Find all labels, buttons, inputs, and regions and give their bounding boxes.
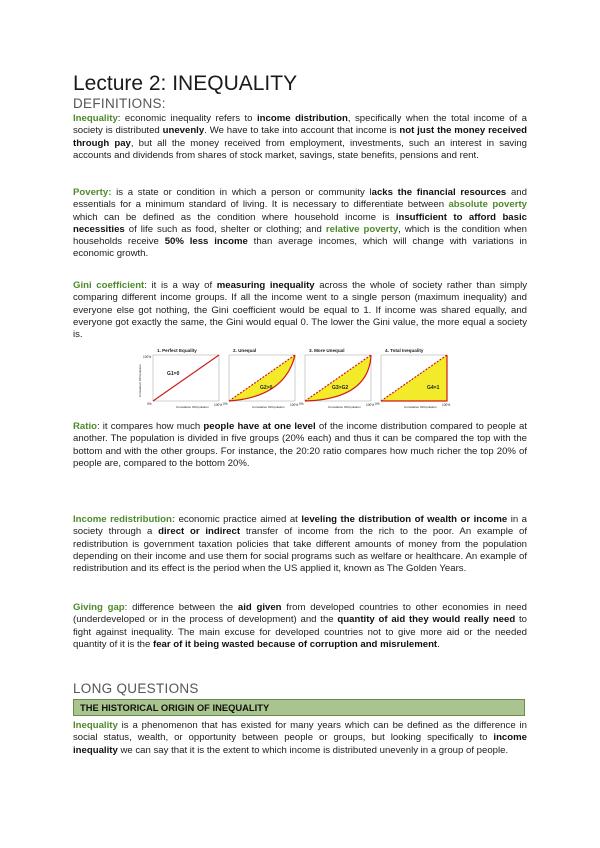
x-axis-label: Cumulative %Population <box>404 405 437 409</box>
long-questions-heading: LONG QUESTIONS <box>73 681 199 696</box>
gini-label: G1=0 <box>167 371 180 377</box>
axis-tick: 0% <box>223 402 228 406</box>
lorenz-panel <box>381 355 447 401</box>
axis-tick: 0% <box>299 402 304 406</box>
lorenz-panel <box>153 355 219 401</box>
inequality-long-answer: Inequality is a phenomenon that has existed for many years which can be defined as the difference in social status, wealth, or opportunity between people or groups, but looking specifically to income inequality we can say that it is the extent to which income is distributed unevenly in a group of people. <box>73 720 527 756</box>
term-giving-gap: Giving gap <box>73 602 125 613</box>
redistribution-definition: Income redistribution: economic practice aimed at leveling the distribution of wealth or income in a society through a direct or indirect transfer of income from the rich to the poor. An example of redistribution is government taxation policies that take different amounts of money from the population depending on their income and use them for social programs such as welfare or healthcare. An example of redistribution and its effect is the period when the US applied it, known as The Golden Years. <box>73 514 527 575</box>
axis-tick: 0% <box>375 402 380 406</box>
term-relative-poverty: relative poverty <box>325 223 399 235</box>
panel-title: 1. Perfect Equality <box>157 348 197 353</box>
axis-tick: 100% <box>214 403 223 407</box>
x-axis-label: Cumulative %Population <box>328 405 361 409</box>
panel-title: 3. More Unequal <box>309 348 345 353</box>
term-gini: Gini coefficient <box>73 280 145 291</box>
x-axis-label: Cumulative %Population <box>176 405 209 409</box>
term-inequality-long: Inequality <box>73 720 118 731</box>
giving-gap-definition: Giving gap: difference between the aid given from developed countries to other economies in need (underdeveloped or in the process of development) and the quantity of aid they would really need to fight against inequality. The main excuse for developed countries not to give more aid or the needed quantity of it is the fear of it being wasted because of corruption and misrulement. <box>73 602 527 650</box>
axis-tick: 100% <box>290 403 299 407</box>
lorenz-panel <box>305 355 371 401</box>
axis-tick: 100% <box>366 403 375 407</box>
gini-definition: Gini coefficient: it is a way of measuring inequality across the whole of society rather than simply comparing different income groups. If all the income went to a single person (maximum inequality) and everyone else got nothing, the Gini coefficient would be equal to 1. If income was shared equally, and everyone got exactly the same, the Gini would equal 0. The lower the Gini value, the more equal a society is. <box>73 280 528 341</box>
term-poverty: Poverty: <box>73 187 112 198</box>
lorenz-panel <box>229 355 295 401</box>
panel-title: 2. Unequal <box>233 348 257 353</box>
panel-title: 4. Total Inequality <box>385 348 424 353</box>
inequality-definition: Inequality: economic inequality refers to income distribution, specifically when the total income of a society is distributed unevenly. We have to take into account that income is not just the money received through pay, but all the money received from employment, investments, such an interest in saving accounts and dividends from shares of stock market, savings, state benefits, pensions and rent. <box>73 113 528 161</box>
gini-label: G2>0 <box>260 385 273 391</box>
term-inequality: Inequality <box>73 113 118 124</box>
poverty-definition: Poverty: is a state or condition in which a person or community lacks the financial resources and essentials for a minimum standard of living. It is necessary to differentiate between absolute poverty which can be defined as the condition where household income is insufficient to afford basic necessities of life such as food, shelter or clothing; and relative poverty, which is the condition when households receive 50% less income than average incomes, which will change with variations in economic growth. <box>73 187 527 260</box>
y-axis-label: Cumulative %Population <box>138 364 142 397</box>
page-title: Lecture 2: INEQUALITY <box>73 72 298 95</box>
ratio-definition: Ratio: it compares how much people have at one level of the income distribution compared to people at another. The population is divided in five groups (20% each) and thus it can be compared the top with the bottom and with the other groups. For instance, the 20:20 ratio compares how much richer the top 20% of people are, compared to the bottom 20%. <box>73 421 527 469</box>
definitions-heading: DEFINITIONS: <box>73 96 166 111</box>
axis-tick: 100% <box>442 403 451 407</box>
section-banner: THE HISTORICAL ORIGIN OF INEQUALITY <box>73 699 525 716</box>
axis-tick: 0% <box>147 402 152 406</box>
term-income-redistribution: Income redistribution: <box>73 514 176 525</box>
gini-label: G4=1 <box>427 385 440 391</box>
axis-tick: 100% <box>143 355 152 359</box>
term-absolute-poverty: absolute poverty <box>448 199 527 211</box>
term-ratio: Ratio <box>73 421 97 432</box>
x-axis-label: Cumulative %Population <box>252 405 285 409</box>
gini-label: G3>G2 <box>332 385 349 391</box>
gini-lorenz-charts <box>135 346 465 416</box>
